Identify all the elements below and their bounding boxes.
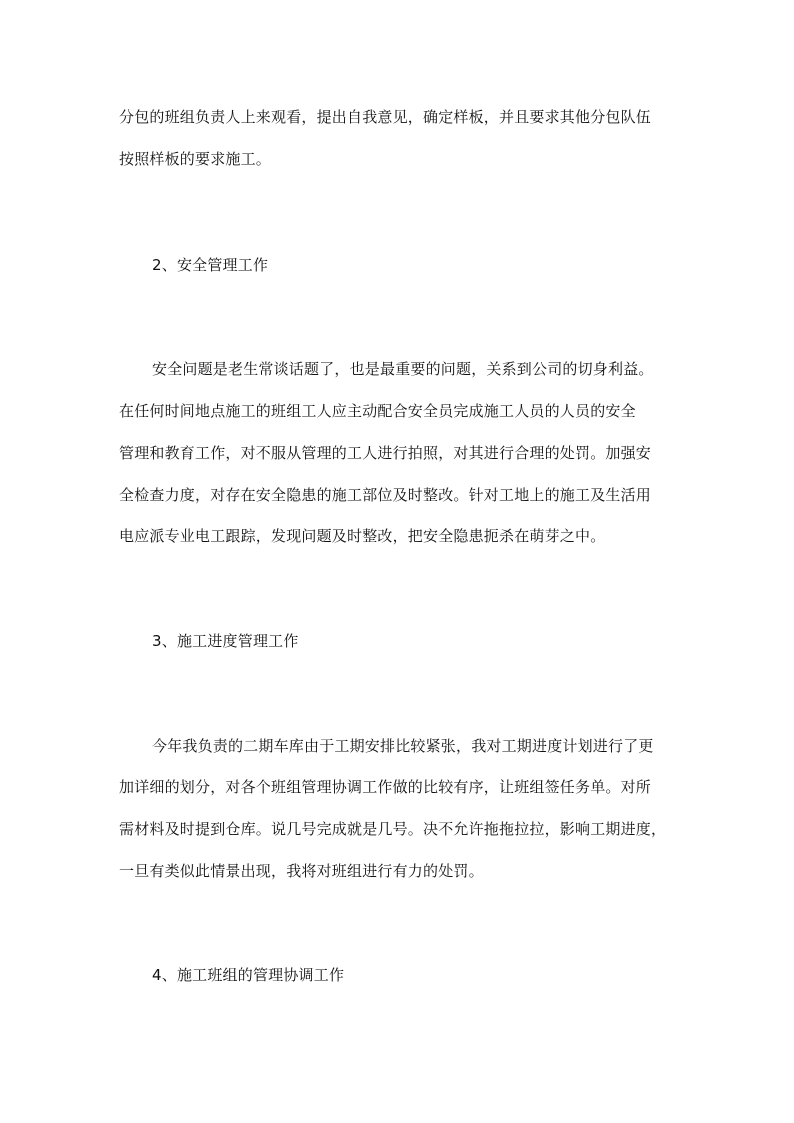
paragraph-line: 全检查力度，对存在安全隐患的施工部位及时整改。针对工地上的施工及生活用 <box>119 486 652 504</box>
paragraph-line: 按照样板的要求施工。 <box>119 150 272 168</box>
paragraph-line: 安全问题是老生常谈话题了，也是最重要的问题，关系到公司的切身利益。 <box>152 360 654 378</box>
paragraph-line: 今年我负责的二期车库由于工期安排比较紧张，我对工期进度计划进行了更 <box>152 737 654 755</box>
paragraph-line: 分包的班组负责人上来观看，提出自我意见，确定样板，并且要求其他分包队伍 <box>119 108 652 126</box>
paragraph-line: 一旦有类似此情景出现，我将对班组进行有力的处罚。 <box>119 862 484 880</box>
paragraph-line: 需材料及时提到仓库。说几号完成就是几号。决不允许拖拖拉拉，影响工期进度， <box>119 820 667 838</box>
section-heading-coordination: 4、施工班组的管理协调工作 <box>152 966 345 984</box>
paragraph-line: 管理和教育工作，对不服从管理的工人进行拍照，对其进行合理的处罚。加强安 <box>119 444 652 462</box>
section-heading-safety: 2、安全管理工作 <box>152 256 269 274</box>
paragraph-line: 加详细的划分，对各个班组管理协调工作做的比较有序，让班组签任务单。对所 <box>119 778 652 796</box>
paragraph-line: 在任何时间地点施工的班组工人应主动配合安全员完成施工人员的人员的安全 <box>119 402 636 420</box>
paragraph-line: 电应派专业电工跟踪，发现问题及时整改，把安全隐患扼杀在萌芽之中。 <box>119 527 606 545</box>
section-heading-progress: 3、施工进度管理工作 <box>152 632 299 650</box>
